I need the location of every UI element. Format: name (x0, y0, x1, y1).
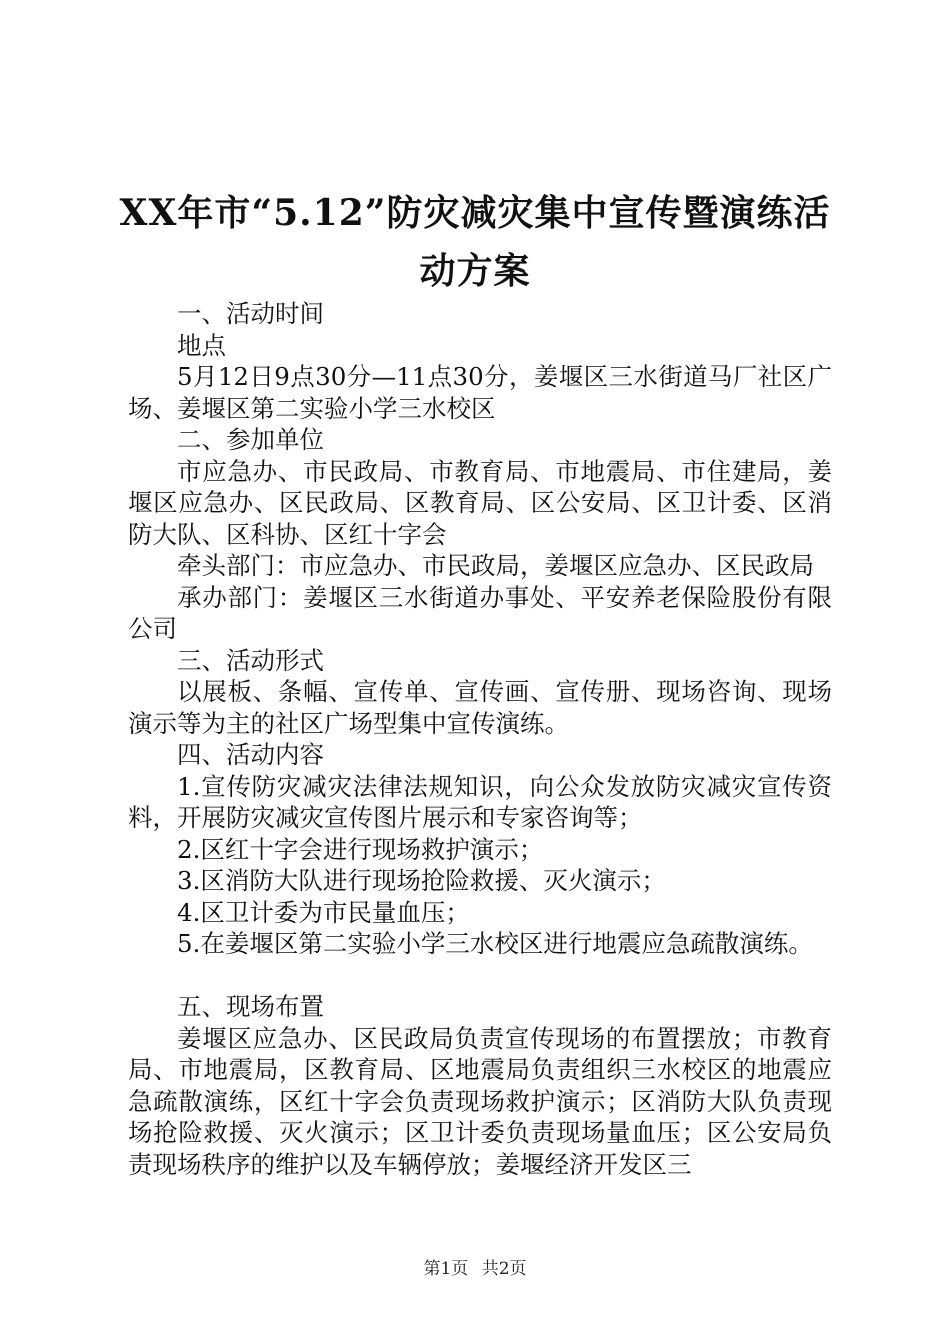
page-total: 共2页 (481, 1259, 527, 1279)
section-heading-layout: 五、现场布置 (177, 992, 324, 1021)
section-heading-time: 一、活动时间 (177, 299, 324, 328)
paragraph-layout: 姜堰区应急办、区民政局负责宣传现场的布置摆放；市教育局、市地震局，区教育局、区地震局负责组织三水校区的地震应急疏散演练，区红十字会负责现场救护演示；区消防大队负责现场抢险救援、灭火演示；区卫计委负责现场量血压；区公安局负责现场秩序的维护以及车辆停放；姜堰经济开发区三 (128, 1023, 832, 1179)
content-item-4: 4.区卫计委为市民量血压； (177, 897, 470, 927)
paragraph-organizing-departments: 承办部门：姜堰区三水街道办事处、平安养老保险股份有限公司 (128, 582, 832, 643)
document-body (128, 298, 832, 1180)
content-item-2: 2.区红十字会进行现场救护演示； (177, 834, 544, 864)
paragraph-lead-departments: 牵头部门：市应急办、市民政局，姜堰区应急办、区民政局 (177, 551, 814, 580)
section-subheading-location: 地点 (177, 330, 226, 360)
section-heading-units: 二、参加单位 (177, 425, 324, 454)
page-number: 第1页 (423, 1259, 469, 1279)
paragraph-time-location: 5月12日9点30分—11点30分，姜堰区三水街道马厂社区广场、姜堰区第二实验小学三水校区 (128, 362, 832, 423)
document-title-line-1: XX年市“5.12”防灾减灾集中宣传暨演练活 (119, 192, 831, 234)
content-item-5: 5.在姜堰区第二实验小学三水校区进行地震应急疏散演练。 (177, 929, 813, 958)
document-title-line-2: 动方案 (419, 250, 531, 292)
section-heading-content: 四、活动内容 (177, 740, 324, 769)
section-heading-format: 三、活动形式 (177, 645, 324, 675)
paragraph-participating-units: 市应急办、市民政局、市教育局、市地震局、市住建局，姜堰区应急办、区民政局、区教育局、区公安局、区卫计委、区消防大队、区科协、区红十字会 (128, 456, 832, 549)
paragraph-format: 以展板、条幅、宣传单、宣传画、宣传册、现场咨询、现场演示等为主的社区广场型集中宣传演练。 (128, 677, 832, 738)
content-item-3: 3.区消防大队进行现场抢险救援、灭火演示； (177, 866, 666, 895)
page-footer (0, 1254, 950, 1279)
content-item-1: 1.宣传防灾减灾法律法规知识，向公众发放防灾减灾宣传资料，开展防灾减灾宣传图片展示和专家咨询等； (128, 771, 832, 832)
